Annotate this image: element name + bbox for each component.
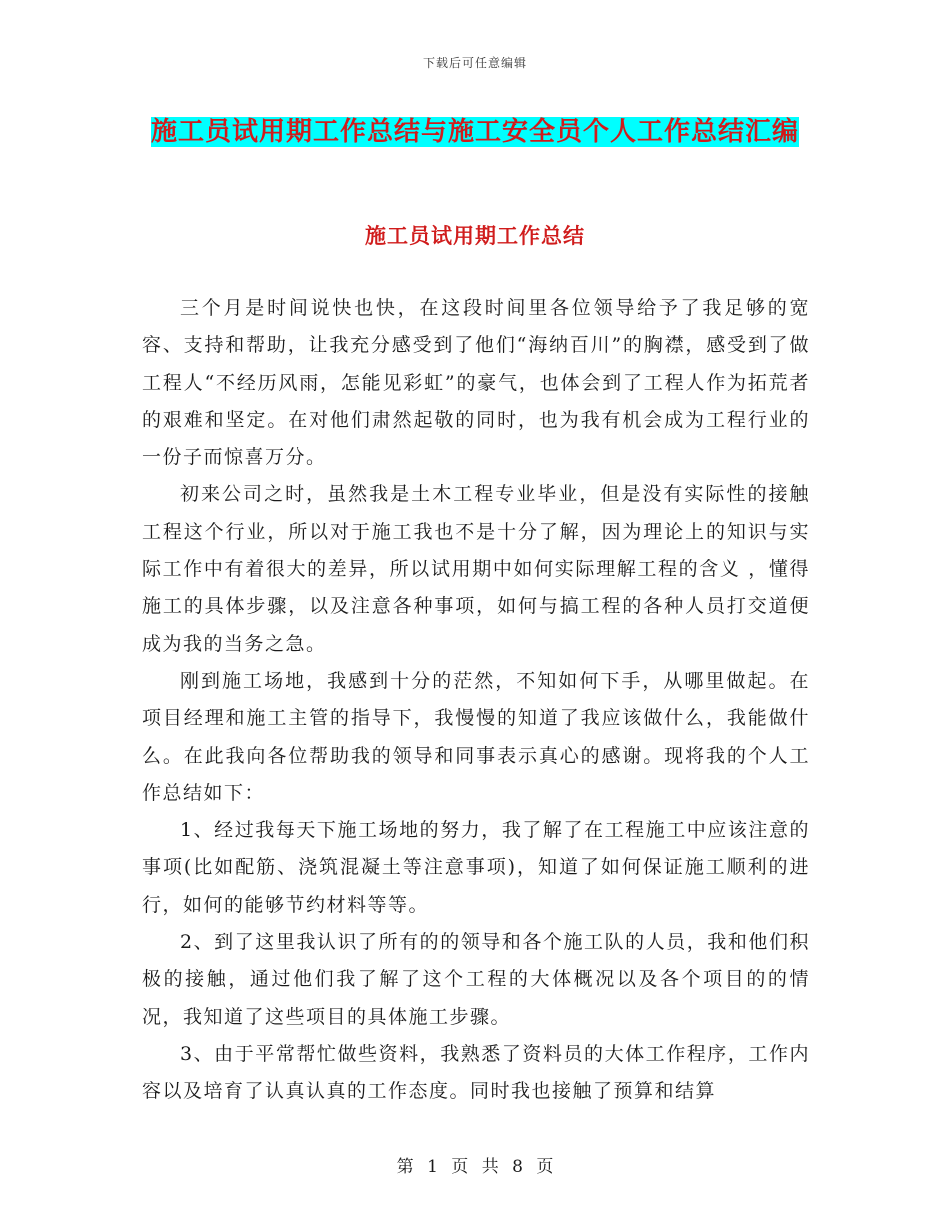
document-title: [140, 108, 810, 156]
paragraph: 刚到施工场地，我感到十分的茫然，不知如何下手，从哪里做起。在项目经理和施工主管的指导下，我慢慢的知道了我应该做什么，我能做什么。在此我向各位帮助我的领导和同事表示真心的感谢。现将我的个人工作总结如下：: [142, 669, 810, 804]
paragraph: 1、经过我每天下施工场地的努力，我了解了在工程施工中应该注意的事项(比如配筋、浇筑混凝土等注意事项)，知道了如何保证施工顺利的进行，如何的能够节约材料等等。: [142, 819, 810, 916]
document-title-text: 施工员试用期工作总结与施工安全员个人工作总结汇编: [150, 117, 799, 147]
section-title: 施工员试用期工作总结: [365, 223, 585, 248]
paragraph: 3、由于平常帮忙做些资料，我熟悉了资料员的大体工作程序，工作内容以及培育了认真认真的工作态度。同时我也接触了预算和结算: [142, 1042, 810, 1103]
paragraph: 2、到了这里我认识了所有的的领导和各个施工队的人员，我和他们积极的接触，通过他们我了解了这个工程的大体概况以及各个项目的的情况，我知道了这些项目的具体施工步骤。: [142, 931, 810, 1028]
header-note: 下载后可任意编辑: [422, 56, 527, 70]
body-text: [142, 290, 810, 1111]
page-footer: 第 1 页 共 8 页: [396, 1157, 554, 1177]
paragraph: 初来公司之时，虽然我是土木工程专业毕业，但是没有实际性的接触工程这个行业，所以对于施工我也不是十分了解，因为理论上的知识与实际工作中有着很大的差异，所以试用期中如何实际理解工程的含义 ，懂得施工的具体步骤，以及注意各种事项，如何与搞工程的各种人员打交道便成为我的当务之急。: [142, 483, 810, 655]
paragraph: 三个月是时间说快也快，在这段时间里各位领导给予了我足够的宽容、支持和帮助，让我充分感受到了他们“海纳百川”的胸襟，感受到了做工程人“不经历风雨，怎能见彩虹”的豪气，也体会到了工程人作为拓荒者的艰难和坚定。在对他们肃然起敬的同时，也为我有机会成为工程行业的一份子而惊喜万分。: [142, 297, 810, 469]
